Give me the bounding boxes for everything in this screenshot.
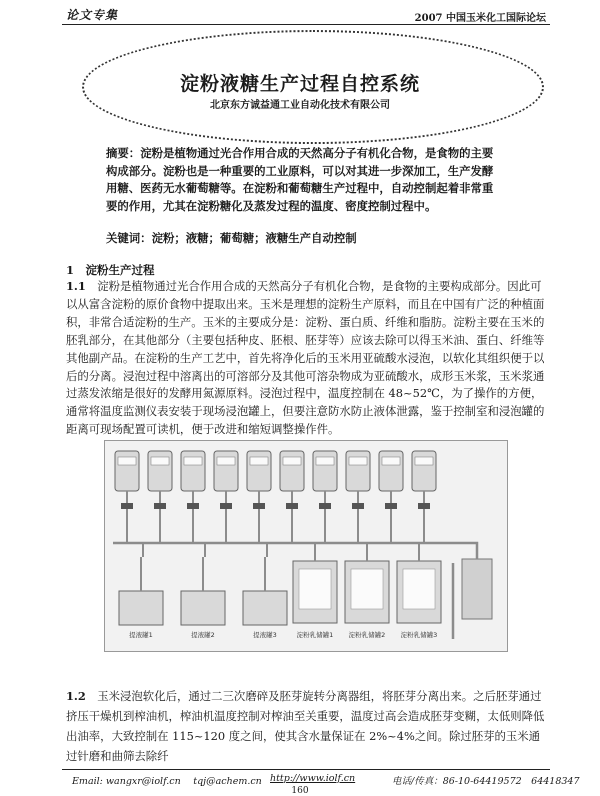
para-text: 玉米浸泡软化后，通过二三次磨碎及胚芽旋转分离器组，将胚芽分离出来。之后胚芽通过挤压干燥机到榨油机，榨油机温度控制对榨油至关重要，温度过高会造成胚芽变糊，太低则降低出油率，大致控制在 115~120 度之间，使其含水量保证在 2%~4%之间。除过胚芽的玉米通过针磨和曲筛去除纤 (66, 689, 545, 763)
process-diagram (105, 441, 507, 651)
starch-milk-tank-label: 淀粉乳储罐2 (348, 631, 386, 639)
footer-tel: 电话/传真：86-10-64419572 64418347 (392, 776, 580, 787)
footer-url[interactable]: http://www.iolf.cn (270, 773, 356, 784)
keywords-label: 关键词： (106, 231, 152, 245)
abstract (106, 145, 504, 215)
outlet-unit (462, 559, 492, 619)
process-figure (104, 440, 508, 652)
keywords-text: 淀粉；液糖；葡萄糖；液糖生产自动控制 (151, 231, 357, 245)
starch-milk-tank-label: 淀粉乳储罐1 (296, 631, 334, 639)
paragraph-1-2 (66, 686, 550, 766)
para-text: 淀粉是植物通过光合作用合成的天然高分子有机化合物，是食物的主要构成部分。因此可以从富含淀粉的原价食物中提取出来。玉米是理想的淀粉生产原料，而且在中国有广泛的种植面积，非常合适淀粉的生产。玉米的主要成分是：淀粉、蛋白质、纤维和脂肪。淀粉主要在玉米的胚乳部分，在其他部分（主要包括种皮、胚根、胚芽等）应该去除可以得玉米油、蛋白、纤维等其他副产品。在淀粉的生产工艺中，首先将净化后的玉米用亚硫酸水浸泡，以软化其组织便于以后的分离。浸泡过程中溶离出的可溶部分及其他可溶杂物成为亚硫酸水，成形玉米浆，玉米浆通过蒸发浓缩是很好的发酵用氮源原料。浸泡过程中，温度控制在 48~52℃，为了操作的方便，通常将温度监测仪表安装于现场浸泡罐上，但要注意防水防止液体泄露，鉴于控制室和浸泡罐的距离可现场配置可读机，便于改进和缩短调整操作件。 (66, 279, 545, 437)
para-number: 1.1 (66, 279, 86, 293)
lift-tank-label: 提液罐2 (191, 631, 215, 639)
lift-tank-label: 提液罐1 (129, 631, 153, 639)
section-heading: 1 淀粉生产过程 (66, 263, 155, 277)
paper-title: 淀粉液糖生产过程自控系统 (179, 73, 420, 95)
affiliation: 北京东方诚益通工业自动化技术有限公司 (210, 100, 390, 111)
paragraph-1-1 (66, 278, 550, 439)
abstract-label: 摘要： (106, 146, 141, 160)
page-number: 160 (291, 786, 309, 796)
para-number: 1.2 (66, 689, 86, 703)
starch-milk-tank-label: 淀粉乳储罐3 (400, 631, 438, 639)
keywords (106, 230, 504, 246)
header-rule (62, 24, 550, 25)
footer-email[interactable]: Email: wangxr@iolf.cn tqj@achem.cn (72, 776, 262, 787)
lift-tank-label: 提液罐3 (253, 631, 277, 639)
abstract-text: 淀粉是植物通过光合作用合成的天然高分子有机化合物，是食物的主要构成部分。淀粉也是一种重要的工业原料，可以对其进一步深加工，生产发酵用糖、医药无水葡萄糖等。在淀粉和葡萄糖生产过程中，自动控制起着非常重要的作用，尤其在淀粉糖化及蒸发过程的温度、密度控制过程中。 (106, 146, 494, 213)
footer-rule (62, 769, 550, 770)
section-label: 论文专集 (66, 8, 119, 22)
journal-name: 2007 中国玉米化工国际论坛 (414, 13, 546, 24)
